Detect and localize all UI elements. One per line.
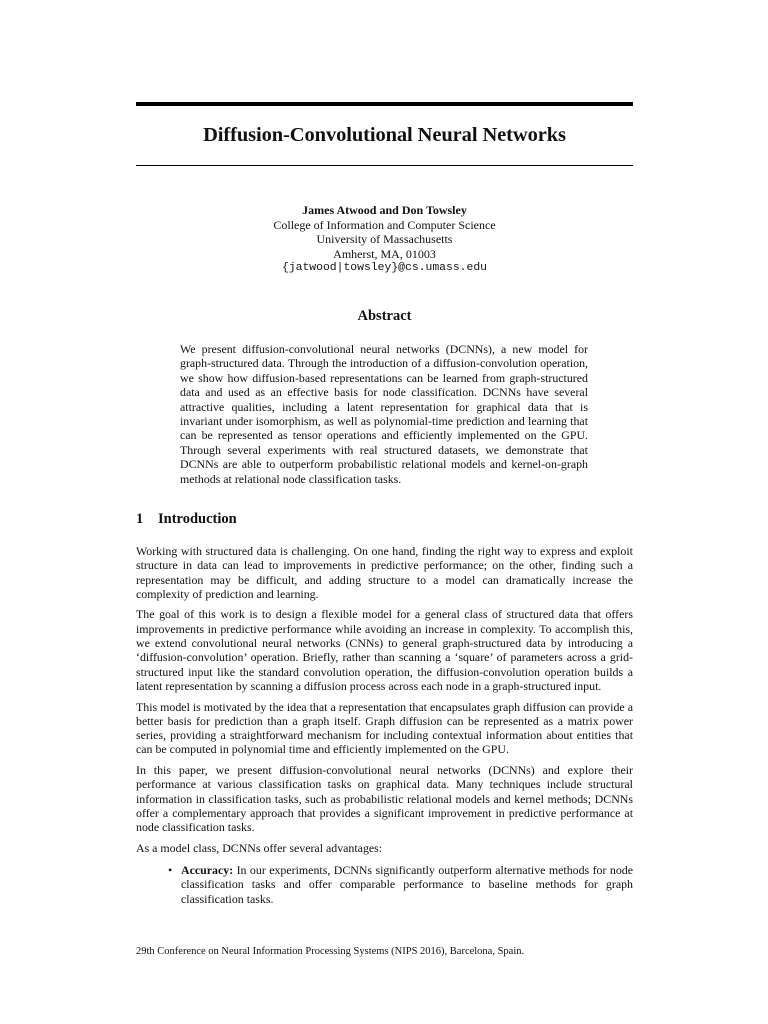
author-block: [136, 203, 633, 276]
advantages-list: [136, 863, 633, 906]
intro-paragraph-4: In this paper, we present diffusion-convolutional neural networks (DCNNs) and explore their performance at various classification tasks on graphical data. Many techniques include structural information in classification tasks, such as probabilistic relational models and kernel methods; DCNNs offer a complementary approach that provides a significant improvement in predictive performance at node classification tasks.: [136, 763, 633, 835]
paper-title: Diffusion-Convolutional Neural Networks: [203, 124, 566, 146]
intro-paragraph-1: Working with structured data is challenging. On one hand, finding the right way to express and exploit structure in data can lead to improvements in predictive performance; on the other, finding such a representation may be difficult, and adding structure to a model can dramatically increase the complexity of prediction and learning.: [136, 544, 633, 601]
list-item: [168, 863, 633, 906]
abstract-heading: Abstract: [357, 308, 412, 324]
affiliation-college: College of Information and Computer Science: [273, 217, 496, 232]
intro-paragraph-3: This model is motivated by the idea that a representation that encapsulates graph diffusion can provide a better basis for prediction than a graph itself. Graph diffusion can be represented as a matrix power series, providing a straightforward mechanism for including contextual information about entities that can be computed in polynomial time and efficiently implemented on the GPU.: [136, 699, 633, 757]
bullet-dot-icon: •: [168, 863, 173, 878]
section-number: 1: [136, 511, 144, 527]
intro-paragraph-5: As a model class, DCNNs offer several advantages:: [136, 840, 383, 855]
author-email: {jatwood|towsley}@cs.umass.edu: [281, 262, 488, 275]
section-title: Introduction: [158, 511, 237, 527]
bullet-text: In our experiments, DCNNs significantly outperform alternative methods for node classification tasks and offer comparable performance to baseline methods for graph classification tasks.: [181, 863, 633, 906]
title-bottom-rule: [136, 165, 633, 166]
bullet-label: Accuracy:: [181, 863, 234, 878]
affiliation-address: Amherst, MA, 01003: [333, 246, 436, 261]
conference-footnote: 29th Conference on Neural Information Processing Systems (NIPS 2016), Barcelona, Spain.: [136, 946, 525, 957]
author-names: James Atwood and Don Towsley: [302, 203, 467, 217]
title-top-rule: [136, 102, 633, 106]
abstract-text: We present diffusion-convolutional neural networks (DCNNs), a new model for graph-structured data. Through the introduction of a diffusion-convolution operation, we show how diffusion-based representations can be learned from graph-structured data and used as an effective basis for node classification. DCNNs have several attractive qualities, including a latent representation for graphical data that is invariant under isomorphism, as well as polynomial-time prediction and learning that can be represented as tensor operations and efficiently implemented on the GPU. Through several experiments with real structured datasets, we demonstrate that DCNNs are able to outperform probabilistic relational models and kernel-on-graph methods at relational node classification tasks.: [180, 342, 588, 486]
affiliation-university: University of Massachusetts: [316, 232, 453, 247]
introduction-body: [136, 544, 633, 906]
section-heading-introduction: [136, 511, 237, 528]
intro-paragraph-2: The goal of this work is to design a flexible model for a general class of structured data that offers improvements in predictive performance while avoiding an increase in complexity. To accomplish this, we extend convolutional neural networks (CNNs) to general graph-structured data by introducing a ‘diffusion-convolution’ operation. Briefly, rather than scanning a ‘square’ of parameters across a grid-structured input like the standard convolution operation, the diffusion-convolution operation builds a latent representation by scanning a diffusion process across each node in a graph-structured input.: [136, 607, 633, 693]
